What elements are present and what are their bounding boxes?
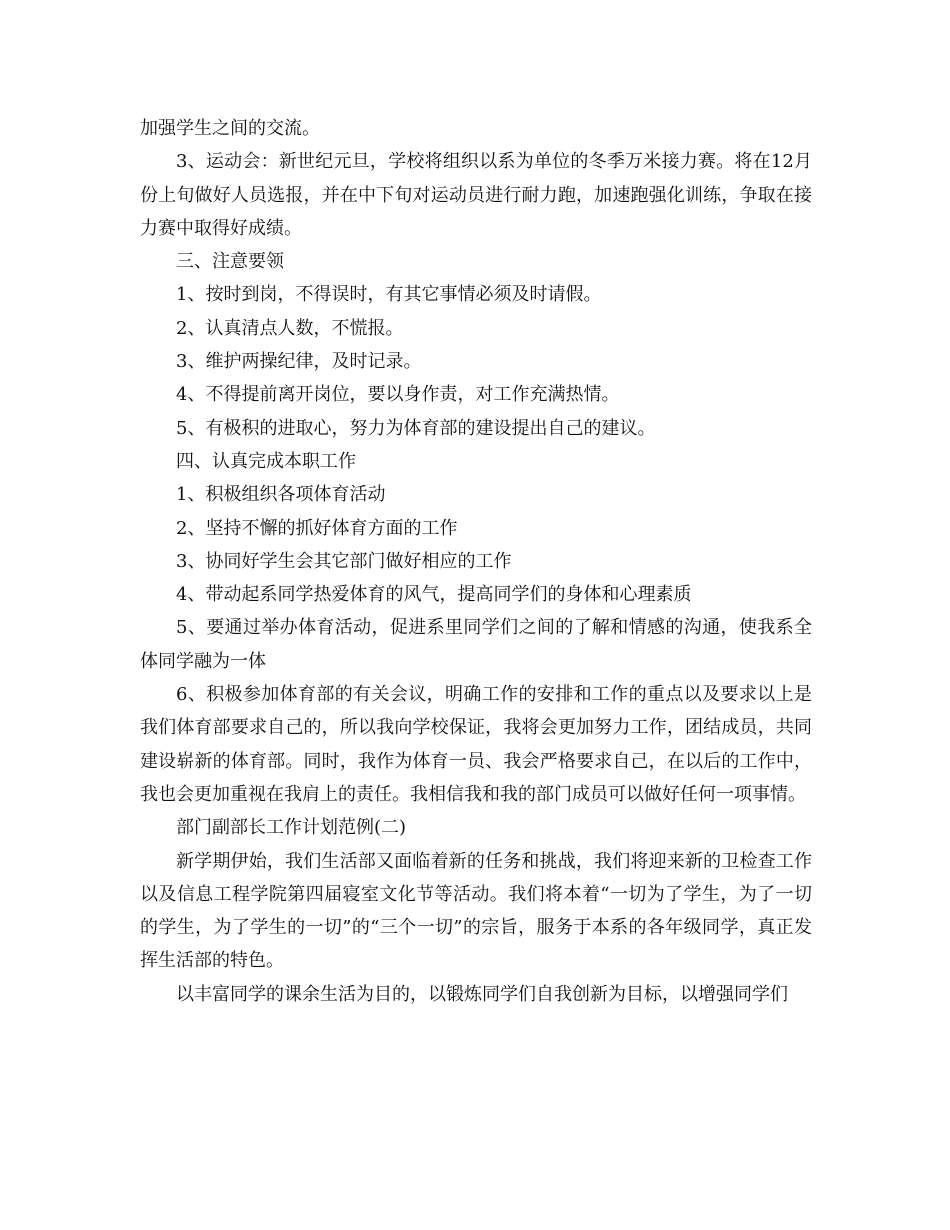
list-item: 5、要通过举办体育活动，促进系里同学们之间的了解和情感的沟通，使我系全体同学融为一体 bbox=[140, 617, 812, 672]
list-item: 4、不得提前离开岗位，要以身作责，对工作充满热情。 bbox=[176, 384, 620, 406]
paragraph-continuation: 加强学生之间的交流。 bbox=[140, 118, 320, 139]
paragraph-new-semester: 新学期伊始，我们生活部又面临着新的任务和挑战，我们将迎来新的卫检查工作以及信息工程学院第四届寝室文化节等活动。我们将本着“一切为了学生，为了一切的学生，为了学生的一切”的“三个一切”的宗旨，服务于本系的各年级同学，真正发挥生活部的特色。 bbox=[140, 850, 812, 972]
list-item: 3、协同好学生会其它部门做好相应的工作 bbox=[176, 550, 512, 572]
list-item: 3、维护两操纪律，及时记录。 bbox=[176, 351, 422, 373]
list-item: 4、带动起系同学热爱体育的风气，提高同学们的身体和心理素质 bbox=[176, 584, 692, 606]
paragraph-goals: 以丰富同学的课余生活为目的，以锻炼同学们自我创新为目标，以增强同学们 bbox=[176, 983, 788, 1005]
list-item: 1、按时到岗，不得误时，有其它事情必须及时请假。 bbox=[176, 284, 602, 306]
section-heading-duties: 四、认真完成本职工作 bbox=[176, 450, 356, 472]
list-item: 5、有极积的进取心，努力为体育部的建设提出自己的建议。 bbox=[176, 417, 656, 439]
document-body bbox=[140, 112, 812, 1011]
section-heading-example-two: 部门副部长工作计划范例(二) bbox=[176, 817, 407, 839]
list-item: 2、认真清点人数，不慌报。 bbox=[176, 317, 404, 339]
list-item: 1、积极组织各项体育活动 bbox=[176, 484, 386, 506]
list-item: 6、积极参加体育部的有关会议，明确工作的安排和工作的重点以及要求以上是我们体育部要求自己的，所以我向学校保证，我将会更加努力工作，团结成员，共同建设崭新的体育部。同时，我作为体育一员、我会严格要求自己，在以后的工作中，我也会更加重视在我肩上的责任。我相信我和我的部门成员可以做好任何一项事情。 bbox=[140, 684, 812, 805]
section-heading-notes: 三、注意要领 bbox=[176, 251, 284, 273]
paragraph-sports-meet: 3、运动会：新世纪元旦，学校将组织以系为单位的冬季万米接力赛。将在12月份上旬做好人员选报，并在中下旬对运动员进行耐力跑，加速跑强化训练，争取在接力赛中取得好成绩。 bbox=[140, 151, 812, 239]
list-item: 2、坚持不懈的抓好体育方面的工作 bbox=[176, 517, 458, 539]
